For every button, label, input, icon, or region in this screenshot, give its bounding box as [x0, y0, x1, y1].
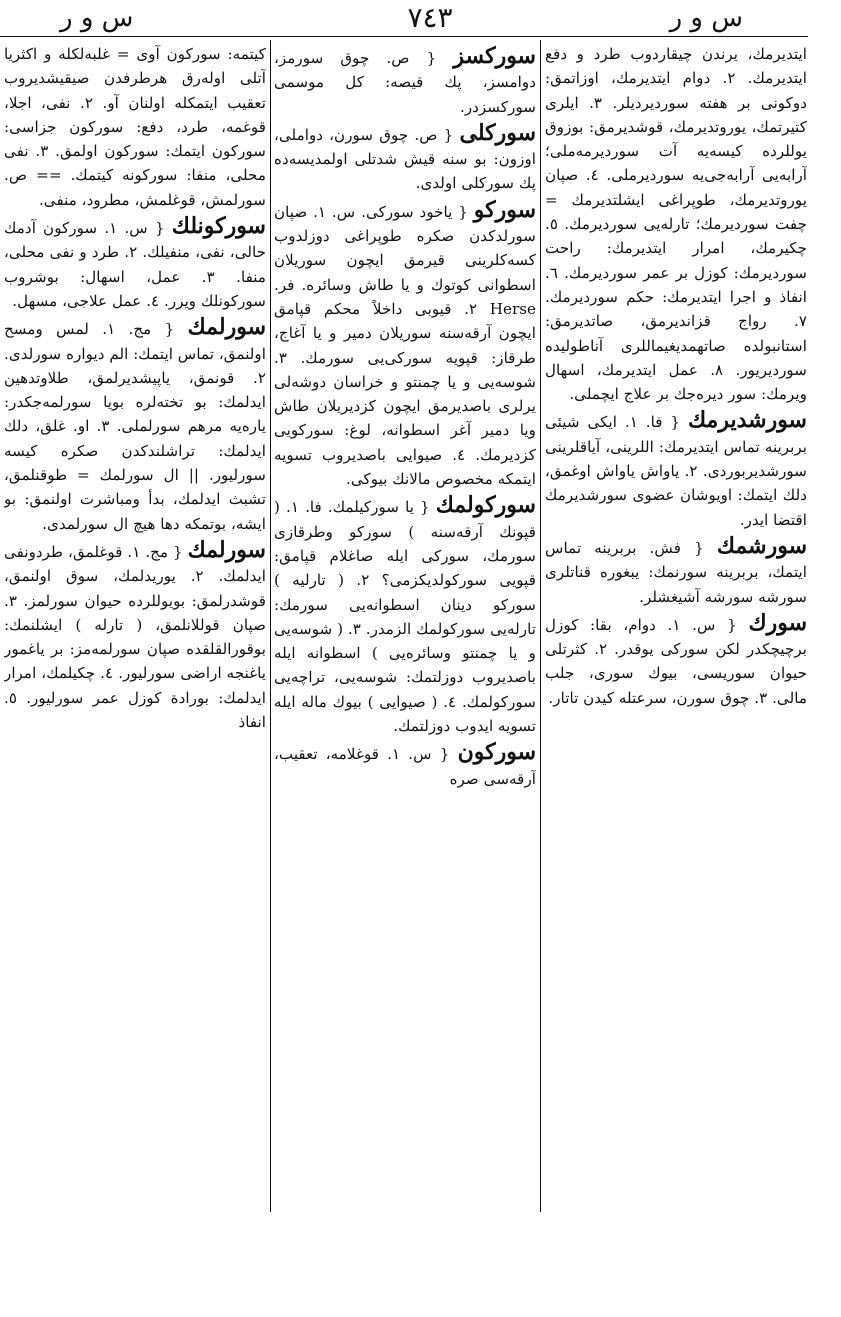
entry-text: { ص. چوق سورمز، دوامسز، پك قیصه: كل موسمی سوركسزدر.	[274, 49, 536, 116]
page-header	[0, 0, 841, 38]
entry-headword: سورشدیرمك	[688, 407, 807, 434]
column-divider-right	[540, 40, 541, 1212]
column-right	[545, 42, 807, 1252]
entry-headword: سوركونلك	[171, 213, 266, 240]
dictionary-entry	[274, 42, 536, 119]
running-head-right: س و ر	[669, 3, 743, 33]
entry-headword: سورلمك	[187, 536, 266, 563]
entry-text: { س. ١. دوام، بقا: كوزل برچیچكدر لكن سوركی یوقدر. ٢. كثرتلی حیوان سوریسی، بیوك سوری، جلب مالی. ٣. چوق سورن، سرعتله كیدن تاتار.	[545, 615, 807, 707]
entry-headword: سوركو	[473, 196, 536, 223]
entry-text: { فش. بربرینه تماس ایتمك، بربرینه سورنمك: یبغوره قناتلری سورشه سورشه آشیغشلر.	[545, 538, 807, 606]
entry-headword: سورلمك	[187, 314, 266, 341]
entry-headword: سوركسز	[453, 43, 536, 69]
dictionary-entry	[545, 609, 807, 710]
entry-text: { س. ١. سوركون آدمك حالی، نفی، منفیلك. ٢. طرد و نفی محلی، منفا. ٣. عمل، اسهال: بوشروب سوركونلك ویرر. ٤. عمل علاجی، مسهل.	[4, 219, 266, 310]
page-number: ٧٤٣	[407, 1, 453, 34]
column-left	[4, 42, 266, 1252]
entry-headword: سوركون	[457, 739, 536, 766]
entry-text: { مج. ١. قوغلمق، طردونفی ایدلمك. ٢. یوریدلمك، سوق اولنمق، قوشدرلمق: بویوللرده حیوان سورلمز. ٣. صپان قوللانلمق، ( تارله ) ایشلنمك: بوقورالقلقده صپان سورلمه‌مز: بر یاغمور یاغنجه اراضی سورلیور. ٤. چكیلمك، امرار ایدلمك: بورادة كوزل عمر سورلیور. ٥. انفاذ	[4, 542, 266, 732]
dictionary-entry	[274, 738, 536, 791]
entry-text: { یا سوركیلمك. فا. ١. ( قپونك آرقه‌سنه ) سوركو وطرقازی سورمك، سوركی ایله صاغلام قپامق: قپویی سوركولدیكزمی؟ ٢. ( تارلیه ) سوركو دینان اسطوانه‌یی سورمك: تارله‌یی سوركولمك الزمدر. ٣. ( شوسه‌یی و یا چمنتو وسائره‌یی ) اسطوانه ایله باصدیروب دوزلتمك: شوسه‌یی، تراچه‌یی سوركولمك. ٤. ( صیوایی ) بیوك ماله ایله تسویه ایدوب دوزلتمك.	[274, 498, 536, 736]
entry-continuation	[545, 42, 807, 406]
column-divider-left	[270, 40, 271, 1212]
header-rule	[0, 36, 808, 37]
column-middle	[274, 42, 536, 1252]
entry-text: ایتدیرمك، یرندن چیقاردوب طرد و دفع ایتدیرمك. ٢. دوام ایتدیرمك، اوزاتمق: دوكونی بر هفته سوردیردیلر. ٣. ایلری كتیرتمك، یوروتدیرمك، قوشدیرمق: بوزوق یوللرده كیسه‌یه آت سوردیرمه‌ملی؛ آرابه‌یی آرابه‌جی‌یه سوردیرملی. ٤. صپان یوروتدیرمك، طوپراغی ایشلتدیرمك = چفت سوردیرمك؛ تارله‌یی سوردیرمك. ٥. چكیرمك، امرار ایتدیرمك: راحت سوردیرمك: كوزل بر عمر سوردیرمك. ٦. انفاذ و اجرا ایتدیرمك: حكم سوردیرمك. ٧. رواج قزاندیرمق، صاتدیرمق: استانبولده صاتهمدیغیماللری آناطولیده سوردیریور. ٨. عمل ایتدیرمك، اسهال ویرمك: سور دیره‌جك بر علاج ایچملی.	[545, 45, 807, 404]
dictionary-entry	[545, 406, 807, 531]
entry-text: { س. ١. قوغلامه، تعقیب، آرقه‌سی صره	[274, 745, 536, 788]
running-head-left: س و ر	[60, 3, 134, 33]
entry-headword: سوركولمك	[435, 492, 536, 519]
entry-text: { فا. ١. ایكی شیئی بربرینه تماس ایتدیرمك: اللرینی، آیاقلرینی سورشدیربوردی. ٢. یاواش یاواش اوغمق، دلك ایتمك: اویوشان عضوی سورشدیرمك اقتضا ایدر.	[545, 413, 807, 529]
dictionary-entry	[274, 196, 536, 492]
dictionary-entry	[545, 532, 807, 609]
dictionary-entry	[4, 212, 266, 313]
entry-headword: سورشمك	[716, 532, 807, 559]
dictionary-entry	[274, 491, 536, 738]
entry-text: { یاخود سوركی. س. ١. صپان سورلدكدن صكره طوپراغی دوزلدوب كسه‌كلرینی قیرمق ایچون سوریلان اسطوانی كوتوك و یا طاش وسائره. فر. Herse ٢. قیوبی داخلاً محكم قپامق ایچون آرقه‌سنه سوریلان دمیر و یا آغاج، طرقاز: قپویه سوركی‌یی سورمك. ٣. شوسه‌یی و یا چمنتو و خراسان دوشه‌لی یرلری باصدیرمق ایچون كزدیریلان طاش ویا دمیر آغر اسطوانه، لوغ: سوركویی كزدیرمك. ٤. صیوایی باصدیروب تسویه ایتمكه مخصوص مالانك بیوكی.	[274, 202, 536, 489]
dictionary-entry	[4, 536, 266, 734]
entry-continuation	[4, 42, 266, 212]
entry-text: { ص. چوق سورن، دواملی، اوزون: بو سنه قیش شدتلی اولمدیسه‌ده پك سوركلی اولدی.	[274, 125, 536, 193]
entry-text: كیتمه: سوركون آوی = غلبه‌لكله و اكثریا آتلی اوله‌رق هرطرفدن صیقیشدیروب تعقیب ایتمكله اولنان آو. ٢. نفی، اجلا، قوغمه، طرد، دفع: سوركون جزاسی: سوركون ایتمك: سوركون اولمق. ٣. نفی محلی، منفا: سوركونه كیتمك. == ص. سورلمش، قوغلمش، مطرود، منفی.	[4, 45, 266, 209]
entry-headword: سوركلی	[459, 119, 536, 146]
dictionary-entry	[274, 119, 536, 196]
dictionary-entry	[4, 313, 266, 536]
entry-text: { مج. ١. لمس ومسح اولنمق، تماس ایتمك: الم دیواره سورلدی. ٢. قونمق، یاپیشدیرلمق، طلاوتدهین ایدلمك: بو تخته‌لره بویا سورلمه‌جكدر: یاره‌یه مرهم سورلملی. ٣. او. غلق، دلك ایدلمك: تراشلندكدن صكره كیسه سورلیور. || ال سورلمك = طوقنلمق، تشبث ایدلمك، بدأ ومباشرت اولنمق: بو ایشه، بوتمكه دها هیچ ال سورلمدی.	[4, 320, 266, 533]
entry-headword: سورك	[748, 609, 807, 636]
